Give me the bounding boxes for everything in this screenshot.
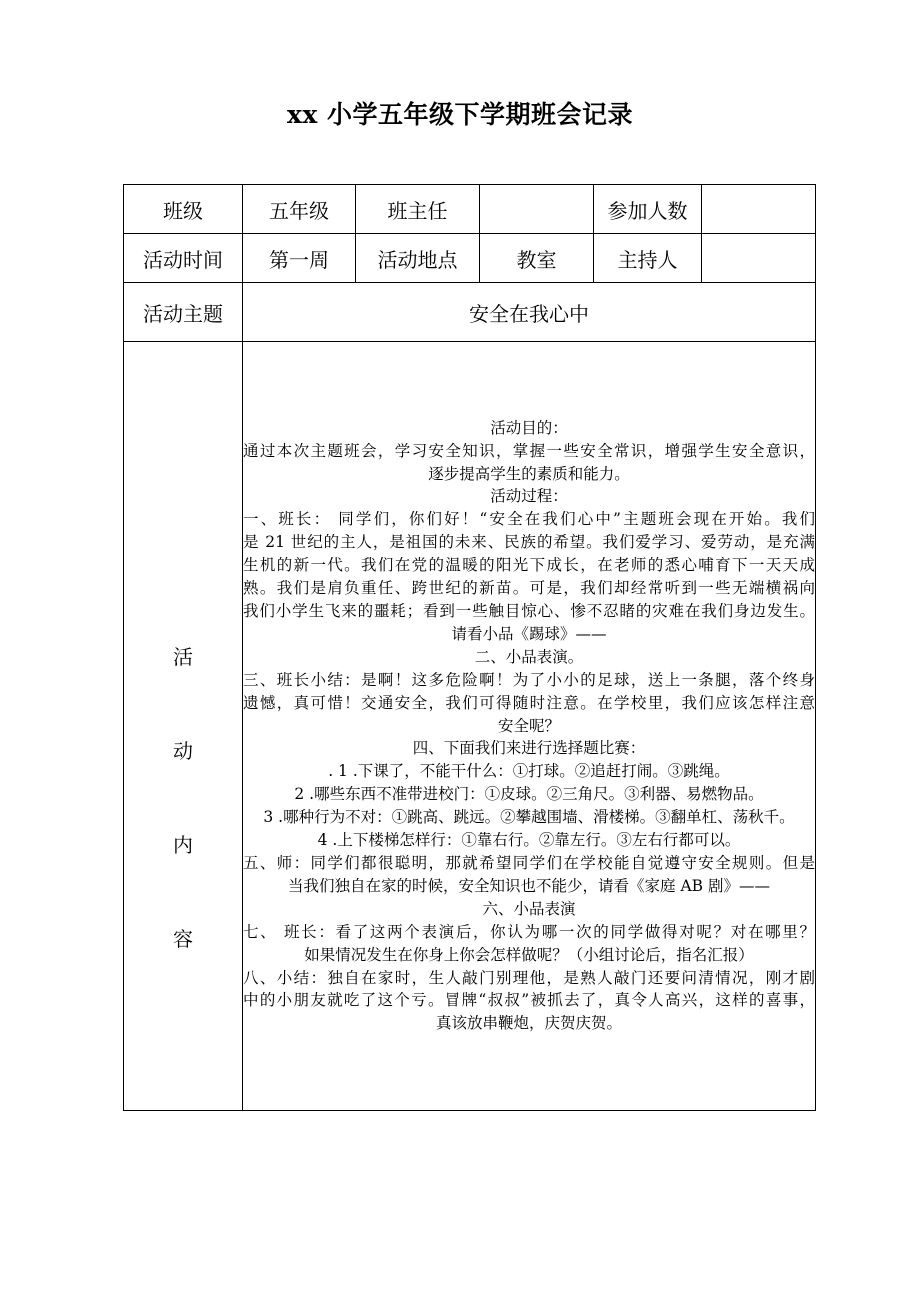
content-line: 活动目的： xyxy=(490,418,568,437)
content-label-char: 动 xyxy=(173,739,193,763)
content-label xyxy=(124,342,243,1111)
content-line: 中的小朋友就吃了这个亏。冒牌“叔叔”被抓去了，真令人高兴，这样的喜事， xyxy=(243,991,815,1010)
content-line: 三、班长小结：是啊！这多危险啊！为了小小的足球，送上一条腿，落个终身 xyxy=(243,670,815,689)
table-row-theme xyxy=(124,283,816,342)
content-line: 四、下面我们来进行选择题比赛： xyxy=(412,739,646,758)
content-line: 生机的新一代。我们在党的温暖的阳光下成长，在老师的悉心哺育下一天天成 xyxy=(243,556,815,575)
content-line: 二、小品表演。 xyxy=(474,647,584,666)
content-line: 安全呢？ xyxy=(497,716,560,735)
class-value: 五年级 xyxy=(243,185,356,234)
content-line: 4 .上下楼梯怎样行：①靠右行。②靠左行。③左右行都可以。 xyxy=(317,831,741,850)
place-label: 活动地点 xyxy=(356,234,480,283)
host-value xyxy=(702,234,816,283)
content-line: 是 21 世纪的主人，是祖国的未来、民族的希望。我们爱学习、爱劳动，是充满 xyxy=(243,533,815,552)
content-label-char: 内 xyxy=(173,833,193,857)
attendees-value xyxy=(702,185,816,234)
place-value: 教室 xyxy=(480,234,594,283)
content-line: 真该放串鞭炮，庆贺庆贺。 xyxy=(435,1014,622,1033)
table-row-content xyxy=(124,342,816,1111)
attendees-label: 参加人数 xyxy=(594,185,702,234)
content-line: 我们小学生飞来的噩耗；看到一些触目惊心、惨不忍睹的灾难在我们身边发生。 xyxy=(243,602,815,621)
content-line: 活动过程： xyxy=(490,487,568,506)
content-label-char: 活 xyxy=(173,645,193,669)
content-line: . 1 .下课了，不能干什么：①打球。②追赶打闹。③跳绳。 xyxy=(328,762,730,781)
content-line: 熟。我们是肩负重任、跨世纪的新苗。可是，我们却经常听到一些无端横祸向 xyxy=(243,579,815,598)
content-line: 请看小品《踢球》—— xyxy=(451,624,607,643)
time-label: 活动时间 xyxy=(124,234,243,283)
content-line: 六、小品表演 xyxy=(482,899,576,918)
page-title: xx 小学五年级下学期班会记录 xyxy=(286,100,633,129)
content-line: 如果情况发生在你身上你会怎样做呢？（小组讨论后，指名汇报） xyxy=(304,945,754,964)
content-line: 一、班长： 同学们，你们好！“安全在我们心中”主题班会现在开始。我们 xyxy=(243,510,815,529)
class-label: 班级 xyxy=(124,185,243,234)
teacher-label: 班主任 xyxy=(356,185,480,234)
content-label-char: 容 xyxy=(173,927,193,951)
content-line: 五、师：同学们都很聪明，那就希望同学们在学校能自觉遵守安全规则。但是 xyxy=(243,853,815,872)
meeting-record-table xyxy=(123,184,816,1111)
content-body xyxy=(243,342,816,1111)
theme-label: 活动主题 xyxy=(124,283,243,342)
teacher-value xyxy=(480,185,594,234)
content-line: 2 .哪些东西不准带进校门：①皮球。②三角尺。③利器、易燃物品。 xyxy=(294,785,764,804)
content-line: 3 .哪种行为不对：①跳高、跳远。②攀越围墙、滑楼梯。③翻单杠、荡秋千。 xyxy=(263,808,795,827)
content-line: 当我们独自在家的时候，安全知识也不能少，请看《家庭 AB 剧》—— xyxy=(288,876,770,895)
content-line: 七、 班长：看了这两个表演后，你认为哪一次的同学做得对呢？对在哪里？ xyxy=(243,922,815,941)
theme-value: 安全在我心中 xyxy=(243,283,816,342)
content-line: 遗憾，真可惜！交通安全，我们可得随时注意。在学校里，我们应该怎样注意 xyxy=(243,693,815,712)
host-label: 主持人 xyxy=(594,234,702,283)
time-value: 第一周 xyxy=(243,234,356,283)
content-line: 逐步提高学生的素质和能力。 xyxy=(428,464,630,483)
content-line: 通过本次主题班会，学习安全知识，掌握一些安全常识，增强学生安全意识， xyxy=(243,441,815,460)
table-row-time xyxy=(124,234,816,283)
content-line: 八、小结：独自在家时，生人敲门别理他，是熟人敲门还要问清情况，刚才剧 xyxy=(243,968,815,987)
table-row-class xyxy=(124,185,816,234)
